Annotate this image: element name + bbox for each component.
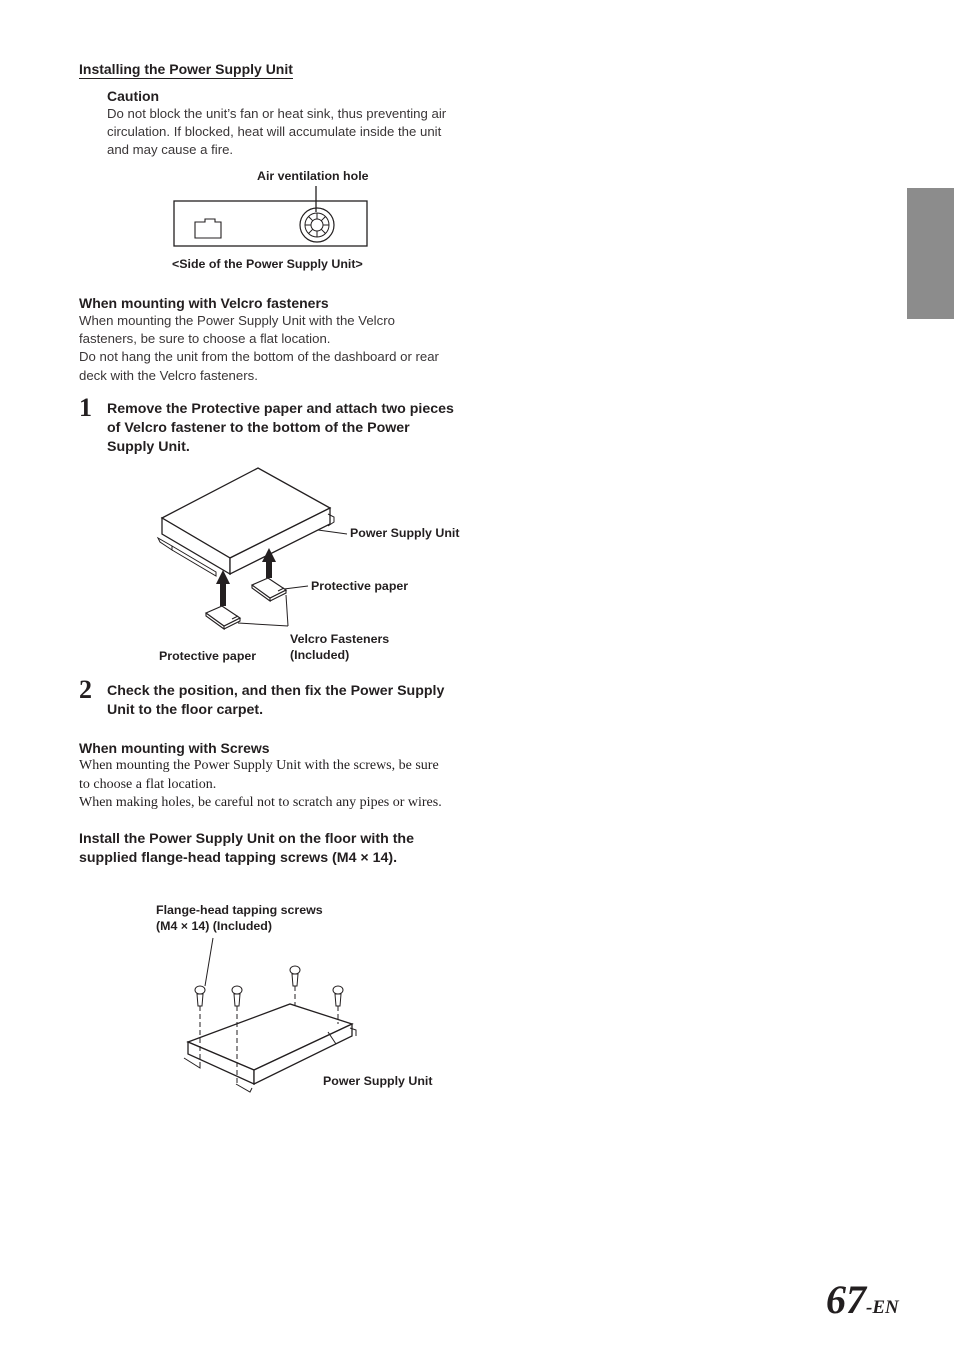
page-number-value: 67 bbox=[826, 1277, 866, 1322]
step-2-line: Unit to the floor carpet. bbox=[107, 702, 264, 718]
install-line: Install the Power Supply Unit on the floor with the bbox=[79, 831, 414, 847]
install-line: supplied flange-head tapping screws (M4 × 14). bbox=[79, 850, 398, 866]
flange-screws-line: (M4 × 14) (Included) bbox=[156, 919, 273, 933]
caution-line: circulation. If blocked, heat will accumulate inside the unit bbox=[107, 124, 442, 140]
caution-line: and may cause a fire. bbox=[107, 142, 234, 158]
caution-title: Caution bbox=[107, 88, 160, 104]
power-supply-side-diagram bbox=[170, 184, 374, 254]
velcro-line: Do not hang the unit from the bottom of the dashboard or rear bbox=[79, 349, 439, 365]
protective-paper-left-label: Protective paper bbox=[159, 649, 257, 663]
screws-line: to choose a flat location. bbox=[79, 776, 217, 792]
section-title: Installing the Power Supply Unit bbox=[79, 61, 293, 77]
velcro-fasteners-line: (Included) bbox=[290, 648, 350, 662]
power-supply-unit-label: Power Supply Unit bbox=[350, 526, 460, 540]
side-caption: <Side of the Power Supply Unit> bbox=[172, 257, 363, 271]
step-2-number: 2 bbox=[79, 675, 92, 704]
screws-text bbox=[79, 757, 479, 813]
flange-screws-label bbox=[156, 902, 323, 934]
step-1-line: Remove the Protective paper and attach two pieces bbox=[107, 401, 454, 417]
screws-line: When mounting the Power Supply Unit with the screws, be sure bbox=[79, 758, 439, 773]
velcro-line: deck with the Velcro fasteners. bbox=[79, 367, 258, 383]
step-1-line: of Velcro fastener to the bottom of the Power bbox=[107, 420, 410, 436]
screws-line: When making holes, be careful not to scratch any pipes or wires. bbox=[79, 795, 442, 810]
protective-paper-right-label: Protective paper bbox=[311, 579, 409, 593]
flange-screws-line: Flange-head tapping screws bbox=[156, 903, 323, 917]
velcro-installation-diagram bbox=[150, 462, 350, 632]
velcro-title: When mounting with Velcro fasteners bbox=[79, 295, 329, 311]
section-side-tab bbox=[907, 188, 954, 319]
velcro-line: fasteners, be sure to choose a flat location. bbox=[79, 331, 331, 347]
step-1-number: 1 bbox=[79, 393, 92, 422]
page-language-suffix: -EN bbox=[866, 1297, 899, 1318]
install-instruction bbox=[79, 830, 479, 868]
step-1-line: Supply Unit. bbox=[107, 439, 190, 455]
velcro-fasteners-label bbox=[290, 631, 389, 663]
step-2-text bbox=[107, 682, 487, 720]
velcro-line: When mounting the Power Supply Unit with the Velcro bbox=[79, 313, 395, 328]
air-ventilation-hole-label: Air ventilation hole bbox=[257, 169, 369, 183]
power-supply-unit-label-2: Power Supply Unit bbox=[323, 1074, 433, 1088]
caution-line: Do not block the unit’s fan or heat sink, thus preventing air bbox=[107, 106, 447, 121]
velcro-text bbox=[79, 312, 479, 385]
step-1-text bbox=[107, 400, 487, 457]
screws-title: When mounting with Screws bbox=[79, 740, 270, 756]
page-number bbox=[826, 1276, 899, 1323]
step-2-line: Check the position, and then fix the Power Supply bbox=[107, 683, 445, 699]
velcro-fasteners-line: Velcro Fasteners bbox=[290, 632, 390, 646]
caution-text bbox=[107, 105, 487, 160]
